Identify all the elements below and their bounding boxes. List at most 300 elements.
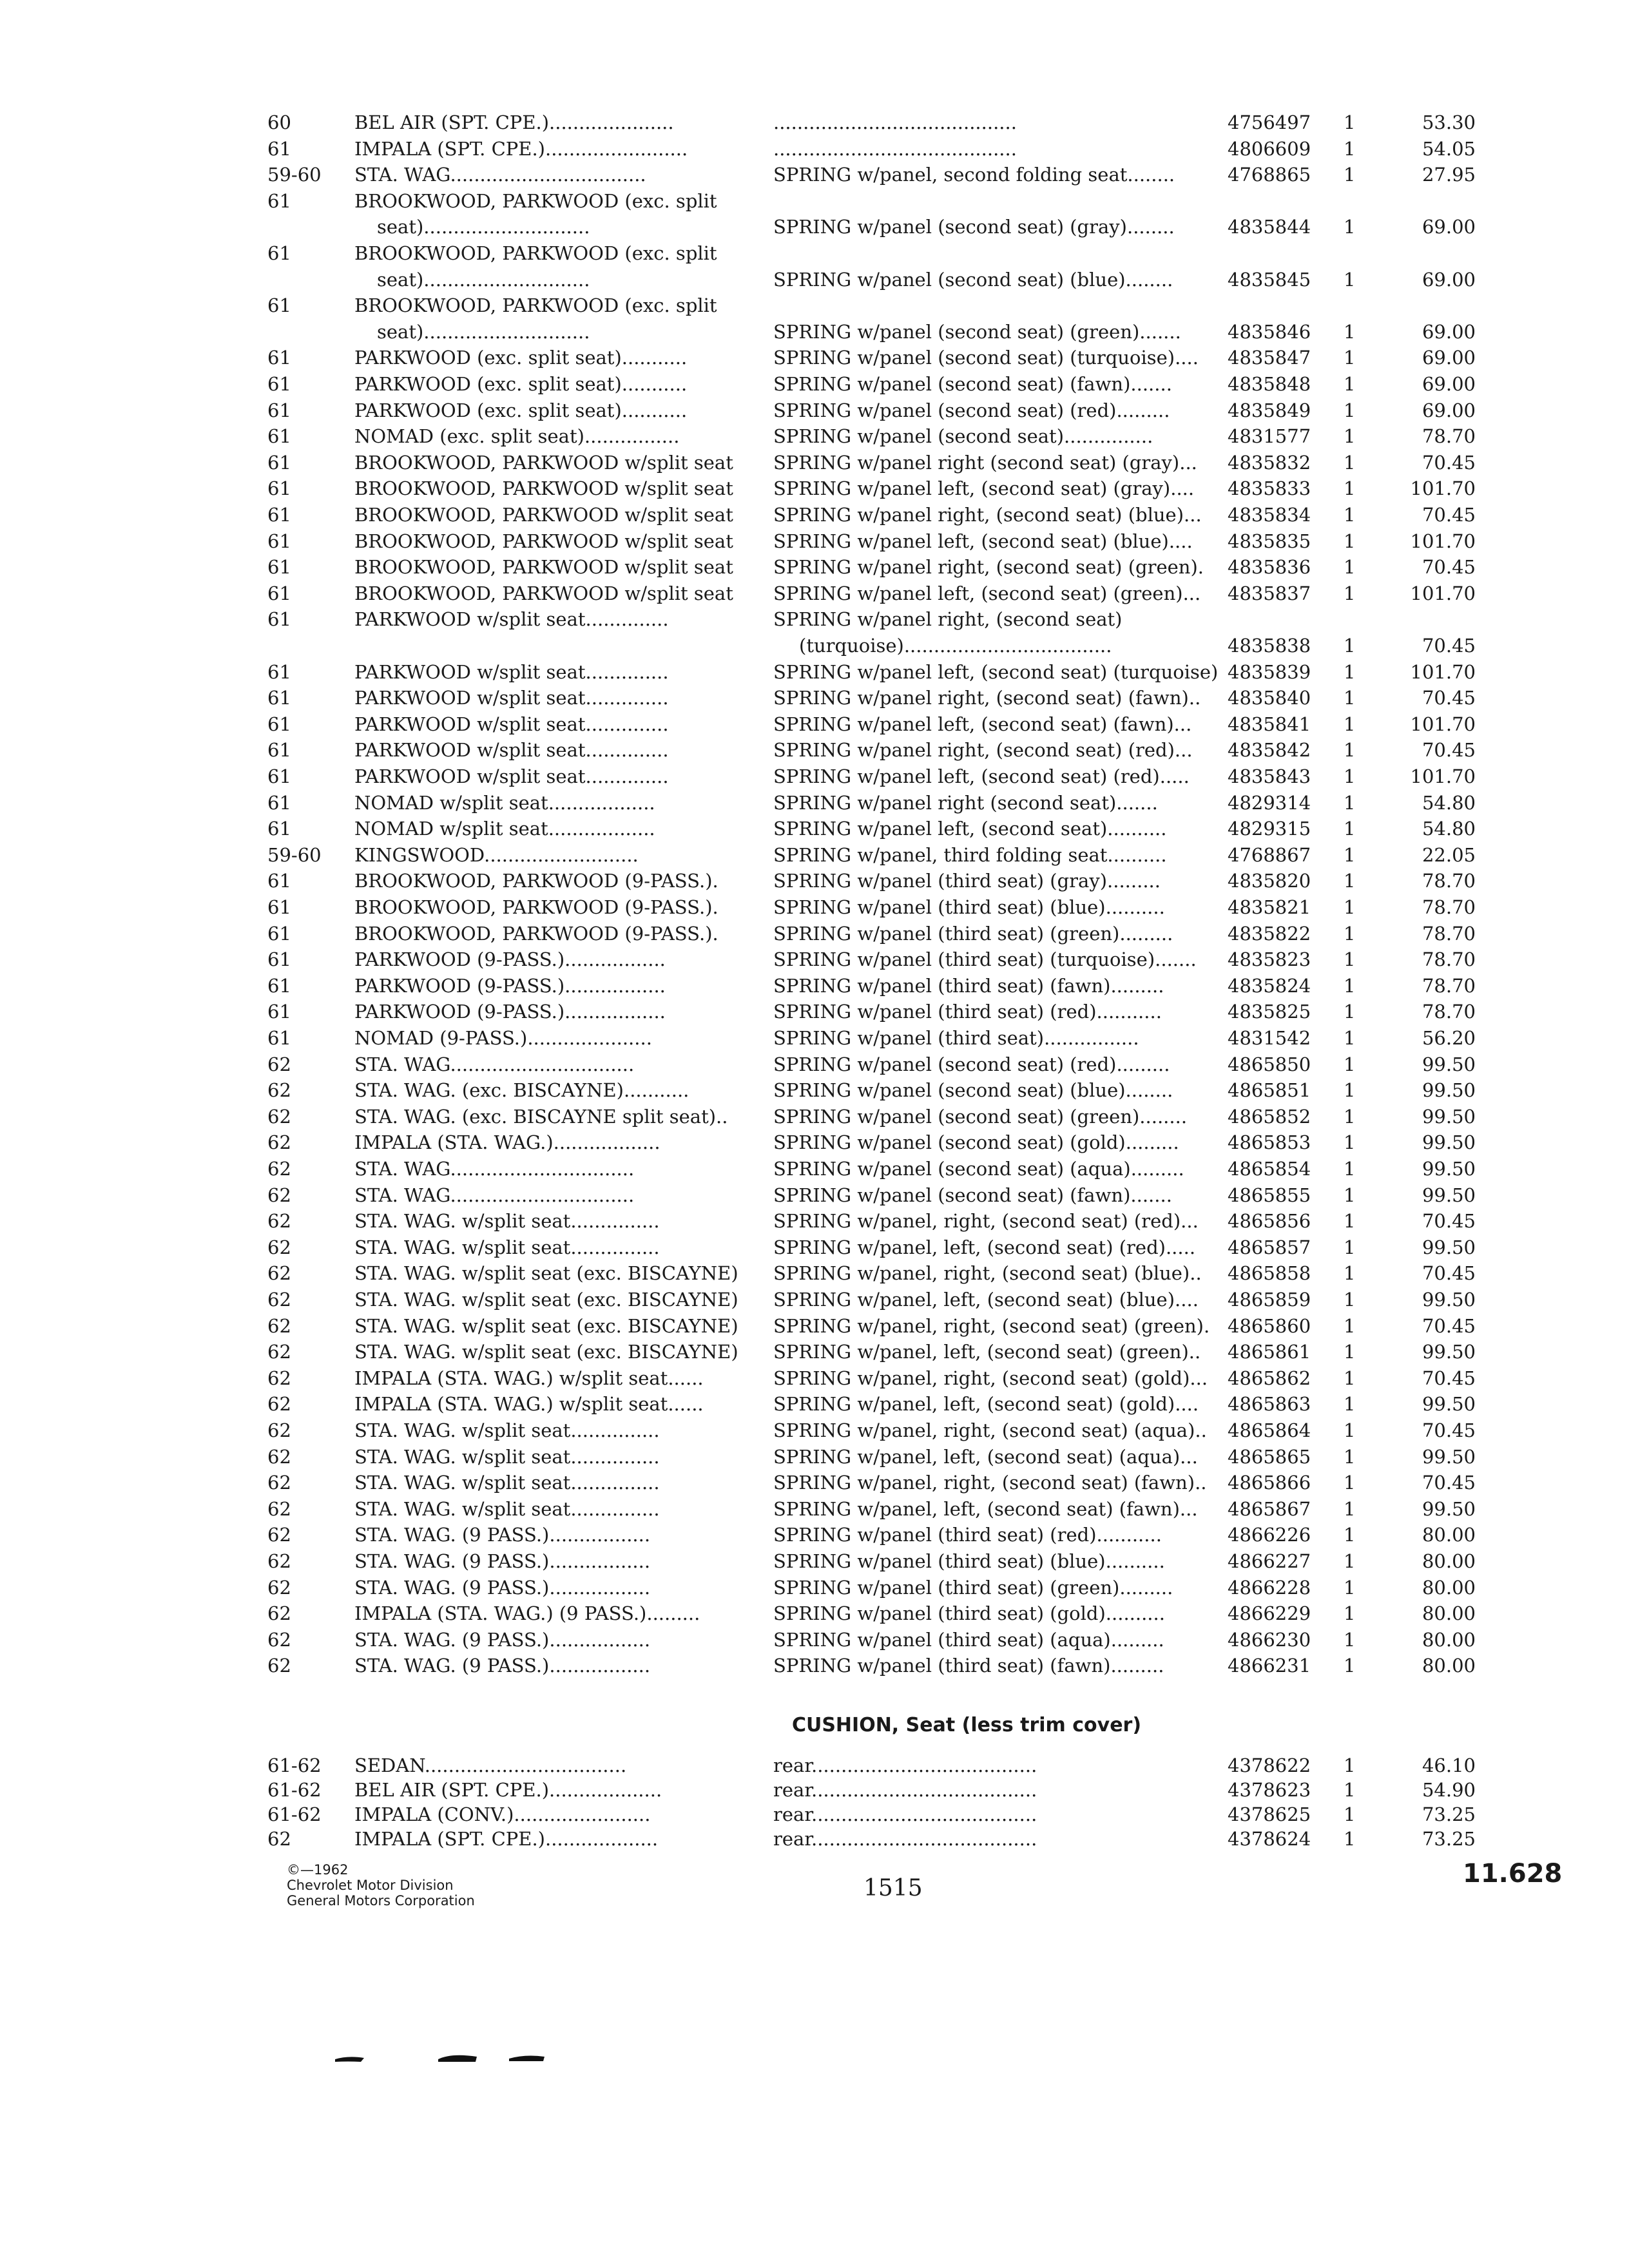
model-name: NOMAD w/split seat..................: [354, 791, 655, 814]
price: 99.50: [1422, 1131, 1476, 1154]
quantity: 1: [1344, 1828, 1356, 1850]
part-number: 4806609: [1228, 137, 1311, 160]
model-year: 61: [267, 294, 291, 317]
price: 70.45: [1422, 1472, 1476, 1494]
part-number: 4835848: [1228, 373, 1311, 395]
model-name: PARKWOOD (exc. split seat)...........: [354, 373, 688, 395]
model-name: STA. WAG.................................: [354, 164, 646, 186]
part-number: 4835822: [1228, 922, 1311, 945]
model-year: 62: [267, 1445, 291, 1468]
model-name: STA. WAG. w/split seat...............: [354, 1472, 660, 1494]
quantity: 1: [1344, 1602, 1356, 1625]
quantity: 1: [1344, 477, 1356, 500]
part-description: SPRING w/panel right, (second seat) (green).: [773, 556, 1204, 579]
quantity: 1: [1344, 843, 1356, 866]
price: 101.70: [1410, 765, 1476, 787]
part-description: SPRING w/panel right, (second seat): [773, 608, 1123, 631]
price: 69.00: [1422, 320, 1476, 343]
copyright-text: ©—1962: [287, 1862, 349, 1878]
price: 53.30: [1422, 111, 1476, 133]
price: 54.80: [1422, 818, 1476, 840]
model-year: 62: [267, 1341, 291, 1363]
price: 99.50: [1422, 1079, 1476, 1102]
model-name: BROOKWOOD, PARKWOOD (9-PASS.).: [354, 896, 718, 918]
part-number: 4835835: [1228, 530, 1311, 552]
part-number: 4865858: [1228, 1262, 1311, 1285]
price: 78.70: [1422, 974, 1476, 997]
model-name: IMPALA (STA. WAG.) (9 PASS.).........: [354, 1602, 700, 1625]
model-year: 62: [267, 1210, 291, 1233]
section-title: CUSHION, Seat (less trim cover): [791, 1714, 1142, 1736]
model-year: 61: [267, 765, 291, 787]
price: 70.45: [1422, 687, 1476, 709]
scan-smudge-marks: [322, 2042, 580, 2068]
part-number: 4835845: [1228, 268, 1311, 291]
division-text: Chevrolet Motor Division: [287, 1878, 454, 1893]
part-description: SPRING w/panel left, (second seat) (turquoise): [773, 660, 1218, 683]
price: 80.00: [1422, 1655, 1476, 1677]
part-description: SPRING w/panel (third seat) (gold)..........: [773, 1602, 1165, 1625]
part-description: SPRING w/panel (second seat) (gray)........: [773, 216, 1175, 238]
model-name: BROOKWOOD, PARKWOOD w/split seat: [354, 451, 733, 474]
model-name: STA. WAG. (9 PASS.).................: [354, 1628, 651, 1651]
model-year: 62: [267, 1576, 291, 1599]
quantity: 1: [1344, 137, 1356, 160]
price: 69.00: [1422, 373, 1476, 395]
part-number: 4835832: [1228, 451, 1311, 474]
part-description: SPRING w/panel, left, (second seat) (blue)....: [773, 1289, 1199, 1311]
quantity: 1: [1344, 1393, 1356, 1416]
price: 54.80: [1422, 791, 1476, 814]
part-number: 4378623: [1228, 1779, 1311, 1801]
model-year: 61: [267, 137, 291, 160]
price: 78.70: [1422, 948, 1476, 971]
price: 70.45: [1422, 1419, 1476, 1441]
part-number: 4835840: [1228, 687, 1311, 709]
part-description: SPRING w/panel (third seat) (aqua).........: [773, 1628, 1164, 1651]
model-name: PARKWOOD (9-PASS.).................: [354, 948, 666, 971]
model-year: 62: [267, 1655, 291, 1677]
quantity: 1: [1344, 111, 1356, 133]
price: 56.20: [1422, 1027, 1476, 1049]
quantity: 1: [1344, 818, 1356, 840]
part-number: 4835823: [1228, 948, 1311, 971]
price: 22.05: [1422, 843, 1476, 866]
part-number: 4865865: [1228, 1445, 1311, 1468]
quantity: 1: [1344, 1576, 1356, 1599]
part-number: 4835838: [1228, 635, 1311, 657]
model-year: 61: [267, 556, 291, 579]
part-description: rear......................................: [773, 1754, 1037, 1776]
part-description: SPRING w/panel, right, (second seat) (gold)...: [773, 1367, 1208, 1389]
part-number: 4865855: [1228, 1184, 1311, 1206]
part-number: 4378622: [1228, 1754, 1311, 1776]
model-name: STA. WAG. w/split seat...............: [354, 1236, 660, 1258]
model-year: 61: [267, 189, 291, 212]
price: 70.45: [1422, 1367, 1476, 1389]
quantity: 1: [1344, 1262, 1356, 1285]
part-number: 4865866: [1228, 1472, 1311, 1494]
model-name: SEDAN..................................: [354, 1754, 627, 1776]
model-year: 62: [267, 1602, 291, 1625]
part-number: 4835842: [1228, 739, 1311, 762]
price: 70.45: [1422, 635, 1476, 657]
price: 99.50: [1422, 1184, 1476, 1206]
model-name: BROOKWOOD, PARKWOOD (exc. split: [354, 242, 717, 264]
model-year: 60: [267, 111, 291, 133]
model-year: 61: [267, 870, 291, 892]
price: 69.00: [1422, 347, 1476, 369]
quantity: 1: [1344, 1445, 1356, 1468]
model-name: NOMAD w/split seat..................: [354, 818, 655, 840]
model-year: 61: [267, 660, 291, 683]
part-description: SPRING w/panel (second seat) (gold).........: [773, 1131, 1179, 1154]
model-name: PARKWOOD w/split seat..............: [354, 739, 669, 762]
model-name: IMPALA (STA. WAG.) w/split seat......: [354, 1367, 704, 1389]
price: 80.00: [1422, 1550, 1476, 1572]
model-name: STA. WAG. (9 PASS.).................: [354, 1576, 651, 1599]
quantity: 1: [1344, 1419, 1356, 1441]
part-description: SPRING w/panel (third seat) (green).........: [773, 922, 1173, 945]
price: 78.70: [1422, 1001, 1476, 1023]
part-description: SPRING w/panel, left, (second seat) (gold)....: [773, 1393, 1199, 1416]
model-name: BEL AIR (SPT. CPE.)...................: [354, 1779, 662, 1801]
price: 99.50: [1422, 1289, 1476, 1311]
model-year: 62: [267, 1367, 291, 1389]
part-description: .........................................: [773, 111, 1017, 133]
price: 70.45: [1422, 556, 1476, 579]
quantity: 1: [1344, 1131, 1356, 1154]
part-description: SPRING w/panel right, (second seat) (red)...: [773, 739, 1193, 762]
quantity: 1: [1344, 268, 1356, 291]
model-name: PARKWOOD w/split seat..............: [354, 608, 669, 631]
part-description: SPRING w/panel (second seat) (red).........: [773, 399, 1170, 421]
part-number: 4835847: [1228, 347, 1311, 369]
part-number: 4865863: [1228, 1393, 1311, 1416]
part-description: SPRING w/panel (third seat) (red)...........: [773, 1524, 1162, 1546]
price: 69.00: [1422, 216, 1476, 238]
part-number: 4835846: [1228, 320, 1311, 343]
model-name: IMPALA (SPT. CPE.)........................: [354, 137, 688, 160]
part-number: 4835837: [1228, 582, 1311, 604]
quantity: 1: [1344, 347, 1356, 369]
model-name: PARKWOOD w/split seat..............: [354, 687, 669, 709]
part-number: 4756497: [1228, 111, 1311, 133]
quantity: 1: [1344, 765, 1356, 787]
model-year: 61: [267, 687, 291, 709]
quantity: 1: [1344, 582, 1356, 604]
model-name: PARKWOOD (exc. split seat)...........: [354, 347, 688, 369]
model-year: 59-60: [267, 843, 322, 866]
part-description: SPRING w/panel (third seat) (fawn).........: [773, 974, 1164, 997]
quantity: 1: [1344, 1497, 1356, 1520]
price: 27.95: [1422, 164, 1476, 186]
part-number: 4835839: [1228, 660, 1311, 683]
model-year: 62: [267, 1524, 291, 1546]
part-number: 4829315: [1228, 818, 1311, 840]
model-year: 61-62: [267, 1779, 322, 1801]
quantity: 1: [1344, 1754, 1356, 1776]
quantity: 1: [1344, 739, 1356, 762]
model-name: STA. WAG. w/split seat (exc. BISCAYNE): [354, 1262, 738, 1285]
price: 70.45: [1422, 1262, 1476, 1285]
quantity: 1: [1344, 164, 1356, 186]
model-year: 62: [267, 1053, 291, 1075]
model-name: BROOKWOOD, PARKWOOD (exc. split: [354, 189, 717, 212]
model-year: 61-62: [267, 1754, 322, 1776]
part-description: SPRING w/panel left, (second seat) (gray)....: [773, 477, 1195, 500]
part-number: 4865851: [1228, 1079, 1311, 1102]
model-year: 62: [267, 1393, 291, 1416]
part-description: SPRING w/panel (second seat) (green).......: [773, 320, 1181, 343]
model-year: 61: [267, 713, 291, 735]
footer-copyright-block: [287, 1862, 475, 1908]
part-description: SPRING w/panel right, (second seat) (blue)...: [773, 504, 1202, 526]
model-name-continued: seat)............................: [377, 268, 590, 291]
part-description-continued: (turquoise)...................................: [799, 635, 1112, 657]
model-year: 61: [267, 373, 291, 395]
quantity: 1: [1344, 530, 1356, 552]
price: 46.10: [1422, 1754, 1476, 1776]
part-description: SPRING w/panel, third folding seat..........: [773, 843, 1167, 866]
part-description: SPRING w/panel (second seat)...............: [773, 425, 1153, 448]
part-number: 4865852: [1228, 1105, 1311, 1128]
price: 54.90: [1422, 1779, 1476, 1801]
quantity: 1: [1344, 451, 1356, 474]
quantity: 1: [1344, 1289, 1356, 1311]
model-year: 62: [267, 1289, 291, 1311]
quantity: 1: [1344, 870, 1356, 892]
model-name: PARKWOOD (9-PASS.).................: [354, 1001, 666, 1023]
part-number: 4835825: [1228, 1001, 1311, 1023]
model-year: 61: [267, 818, 291, 840]
part-number: 4831542: [1228, 1027, 1311, 1049]
model-year: 62: [267, 1497, 291, 1520]
quantity: 1: [1344, 1079, 1356, 1102]
part-description: SPRING w/panel (second seat) (blue)........: [773, 1079, 1173, 1102]
smudge-mark-3: [509, 2056, 545, 2061]
model-year: 61: [267, 791, 291, 814]
part-number: 4865857: [1228, 1236, 1311, 1258]
model-year: 61: [267, 608, 291, 631]
quantity: 1: [1344, 1053, 1356, 1075]
model-year: 61: [267, 1001, 291, 1023]
part-number: 4835843: [1228, 765, 1311, 787]
price: 69.00: [1422, 399, 1476, 421]
quantity: 1: [1344, 1341, 1356, 1363]
model-name: NOMAD (exc. split seat)................: [354, 425, 680, 448]
part-number: 4835824: [1228, 974, 1311, 997]
part-number: 4866227: [1228, 1550, 1311, 1572]
quantity: 1: [1344, 504, 1356, 526]
part-number: 4865861: [1228, 1341, 1311, 1363]
model-year: 61: [267, 896, 291, 918]
price: 80.00: [1422, 1524, 1476, 1546]
quantity: 1: [1344, 948, 1356, 971]
part-description: SPRING w/panel, right, (second seat) (red)...: [773, 1210, 1199, 1233]
model-year: 62: [267, 1158, 291, 1180]
price: 73.25: [1422, 1803, 1476, 1825]
quantity: 1: [1344, 1779, 1356, 1801]
part-description: .........................................: [773, 137, 1017, 160]
part-number: 4865862: [1228, 1367, 1311, 1389]
model-year: 62: [267, 1828, 291, 1850]
model-year: 62: [267, 1628, 291, 1651]
part-description: SPRING w/panel, right, (second seat) (blue)..: [773, 1262, 1202, 1285]
model-name: STA. WAG. w/split seat...............: [354, 1210, 660, 1233]
price: 80.00: [1422, 1602, 1476, 1625]
model-name: IMPALA (SPT. CPE.)...................: [354, 1828, 659, 1850]
price: 70.45: [1422, 739, 1476, 762]
part-description: rear......................................: [773, 1779, 1037, 1801]
model-name: BROOKWOOD, PARKWOOD (exc. split: [354, 294, 717, 317]
part-description: SPRING w/panel (third seat) (blue)..........: [773, 1550, 1165, 1572]
quantity: 1: [1344, 687, 1356, 709]
part-number: 4829314: [1228, 791, 1311, 814]
price: 54.05: [1422, 137, 1476, 160]
model-year: 61-62: [267, 1803, 322, 1825]
model-year: 61: [267, 425, 291, 448]
quantity: 1: [1344, 1367, 1356, 1389]
model-name: BROOKWOOD, PARKWOOD (9-PASS.).: [354, 870, 718, 892]
price: 78.70: [1422, 896, 1476, 918]
part-description: SPRING w/panel (second seat) (fawn).......: [773, 1184, 1172, 1206]
model-name: STA. WAG. w/split seat (exc. BISCAYNE): [354, 1314, 738, 1337]
price: 99.50: [1422, 1497, 1476, 1520]
model-year: 61: [267, 399, 291, 421]
model-year: 61: [267, 451, 291, 474]
part-number: 4866231: [1228, 1655, 1311, 1677]
model-name: PARKWOOD (exc. split seat)...........: [354, 399, 688, 421]
model-year: 62: [267, 1314, 291, 1337]
part-description: SPRING w/panel, left, (second seat) (green)..: [773, 1341, 1201, 1363]
model-name: IMPALA (STA. WAG.)..................: [354, 1131, 660, 1154]
quantity: 1: [1344, 1184, 1356, 1206]
model-year: 61: [267, 347, 291, 369]
model-year: 61: [267, 1027, 291, 1049]
model-year: 62: [267, 1262, 291, 1285]
model-name: BROOKWOOD, PARKWOOD w/split seat: [354, 556, 733, 579]
part-description: SPRING w/panel left, (second seat) (fawn)...: [773, 713, 1192, 735]
price: 80.00: [1422, 1576, 1476, 1599]
part-description: SPRING w/panel (second seat) (blue)........: [773, 268, 1173, 291]
part-number: 4378624: [1228, 1828, 1311, 1850]
price: 99.50: [1422, 1105, 1476, 1128]
model-name: STA. WAG. w/split seat...............: [354, 1419, 660, 1441]
part-number: 4835820: [1228, 870, 1311, 892]
part-number: 4768867: [1228, 843, 1311, 866]
part-description: SPRING w/panel left, (second seat) (blue)....: [773, 530, 1193, 552]
model-year: 62: [267, 1184, 291, 1206]
model-year: 61: [267, 242, 291, 264]
model-name: STA. WAG. (exc. BISCAYNE split seat)..: [354, 1105, 728, 1128]
model-name: STA. WAG...............................: [354, 1053, 635, 1075]
part-description: SPRING w/panel, left, (second seat) (red).....: [773, 1236, 1196, 1258]
price: 99.50: [1422, 1341, 1476, 1363]
part-description: SPRING w/panel, left, (second seat) (aqua)...: [773, 1445, 1198, 1468]
part-number: 4835833: [1228, 477, 1311, 500]
quantity: 1: [1344, 1001, 1356, 1023]
price: 78.70: [1422, 870, 1476, 892]
part-description: rear......................................: [773, 1828, 1037, 1850]
part-number: 4865856: [1228, 1210, 1311, 1233]
model-name-continued: seat)............................: [377, 216, 590, 238]
part-description: SPRING w/panel, second folding seat........: [773, 164, 1175, 186]
model-name: IMPALA (CONV.).......................: [354, 1803, 651, 1825]
model-name: PARKWOOD w/split seat..............: [354, 713, 669, 735]
model-name: BROOKWOOD, PARKWOOD w/split seat: [354, 530, 733, 552]
quantity: 1: [1344, 635, 1356, 657]
corporation-text: General Motors Corporation: [287, 1893, 475, 1908]
model-year: 62: [267, 1550, 291, 1572]
quantity: 1: [1344, 1105, 1356, 1128]
part-description: SPRING w/panel (third seat) (blue)..........: [773, 896, 1165, 918]
model-year: 61: [267, 974, 291, 997]
part-description: rear......................................: [773, 1803, 1037, 1825]
price: 99.50: [1422, 1236, 1476, 1258]
price: 78.70: [1422, 425, 1476, 448]
quantity: 1: [1344, 922, 1356, 945]
model-year: 61: [267, 582, 291, 604]
model-year: 61: [267, 948, 291, 971]
price: 69.00: [1422, 268, 1476, 291]
part-description: SPRING w/panel (second seat) (aqua).........: [773, 1158, 1184, 1180]
part-number: 4865860: [1228, 1314, 1311, 1337]
section-number: 11.628: [1463, 1859, 1563, 1888]
price: 80.00: [1422, 1628, 1476, 1651]
quantity: 1: [1344, 1158, 1356, 1180]
part-number: 4865867: [1228, 1497, 1311, 1520]
model-year: 61: [267, 922, 291, 945]
part-number: 4831577: [1228, 425, 1311, 448]
quantity: 1: [1344, 660, 1356, 683]
part-description: SPRING w/panel right, (second seat) (fawn)..: [773, 687, 1201, 709]
part-number: 4865853: [1228, 1131, 1311, 1154]
quantity: 1: [1344, 974, 1356, 997]
model-year: 62: [267, 1472, 291, 1494]
part-description: SPRING w/panel right (second seat).......: [773, 791, 1158, 814]
part-description: SPRING w/panel (third seat) (red)...........: [773, 1001, 1162, 1023]
price: 99.50: [1422, 1158, 1476, 1180]
quantity: 1: [1344, 1027, 1356, 1049]
price: 101.70: [1410, 713, 1476, 735]
price: 70.45: [1422, 504, 1476, 526]
part-number: 4865864: [1228, 1419, 1311, 1441]
part-description: SPRING w/panel (second seat) (green)........: [773, 1105, 1188, 1128]
price: 101.70: [1410, 530, 1476, 552]
price: 73.25: [1422, 1828, 1476, 1850]
model-name: IMPALA (STA. WAG.) w/split seat......: [354, 1393, 704, 1416]
part-description: SPRING w/panel right (second seat) (gray)...: [773, 451, 1197, 474]
quantity: 1: [1344, 216, 1356, 238]
part-description: SPRING w/panel (second seat) (red).........: [773, 1053, 1170, 1075]
quantity: 1: [1344, 791, 1356, 814]
part-number: 4378625: [1228, 1803, 1311, 1825]
model-year: 62: [267, 1131, 291, 1154]
price: 99.50: [1422, 1053, 1476, 1075]
model-name: STA. WAG. w/split seat (exc. BISCAYNE): [354, 1289, 738, 1311]
part-description: SPRING w/panel, right, (second seat) (green).: [773, 1314, 1210, 1337]
part-description: SPRING w/panel (third seat) (green).........: [773, 1576, 1173, 1599]
part-description: SPRING w/panel (third seat) (gray).........: [773, 870, 1161, 892]
quantity: 1: [1344, 1655, 1356, 1677]
model-name: PARKWOOD w/split seat..............: [354, 765, 669, 787]
model-name: BROOKWOOD, PARKWOOD (9-PASS.).: [354, 922, 718, 945]
part-description: SPRING w/panel left, (second seat) (green)...: [773, 582, 1201, 604]
model-name: STA. WAG. (exc. BISCAYNE)...........: [354, 1079, 689, 1102]
part-number: 4866230: [1228, 1628, 1311, 1651]
model-name: NOMAD (9-PASS.).....................: [354, 1027, 652, 1049]
